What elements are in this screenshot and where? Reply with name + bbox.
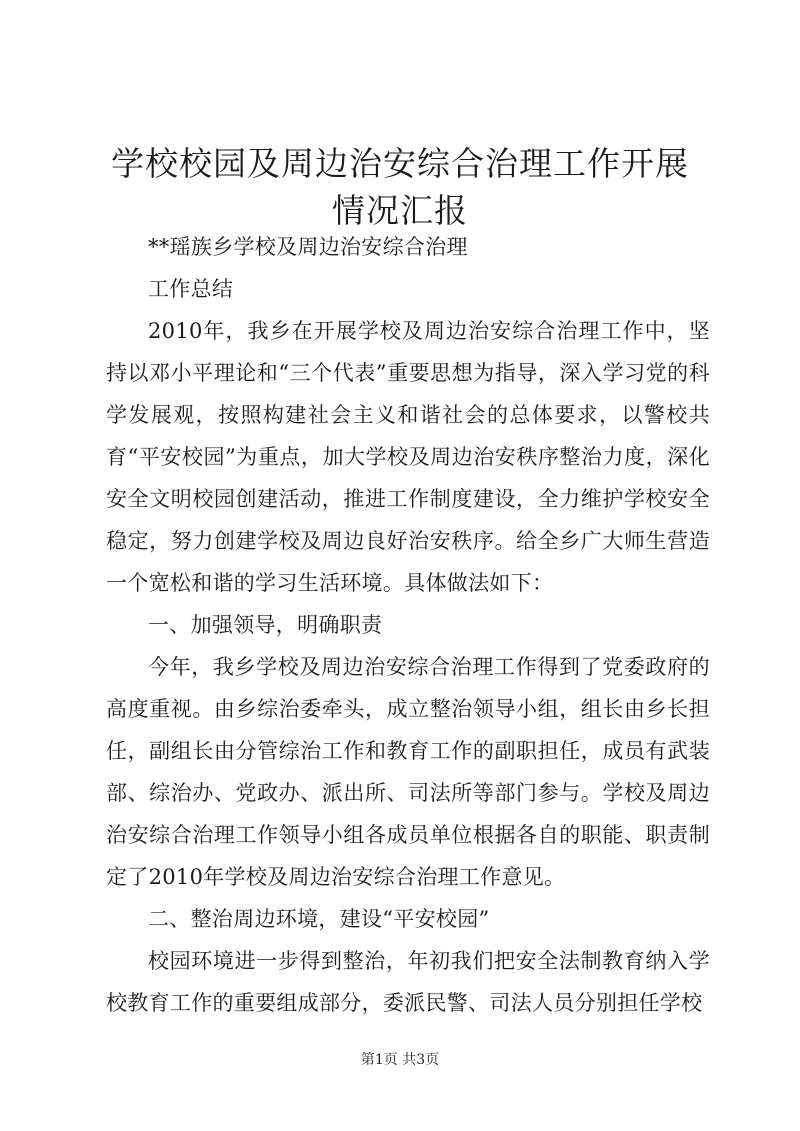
- page-footer: 第1页 共3页: [360, 1052, 440, 1068]
- paragraph-intro: 2010年，我乡在开展学校及周边治安综合治理工作中，坚持以邓小平理论和“三个代表”重要思想为指导，深入学习党的科学发展观，按照构建社会主义和谐社会的总体要求，以警校共育“平安校园”为重点，加大学校及周边治安秩序整治力度，深化安全文明校园创建活动，推进工作制度建设，全力维护学校安全稳定，努力创建学校及周边良好治安秩序。给全乡广大师生营造一个宽松和谐的学习生活环境。具体做法如下：: [106, 319, 710, 595]
- section-heading-1: 一、加强领导，明确职责: [148, 613, 383, 637]
- paragraph-subtitle: **瑶族乡学校及周边治安综合治理: [148, 235, 468, 259]
- document-title: 学校校园及周边治安综合治理工作开展情况汇报: [111, 144, 689, 230]
- paragraph-section-2: 校园环境进一步得到整治，年初我们把安全法制教育纳入学校教育工作的重要组成部分，委派民警、司法人员分别担任学校: [106, 949, 710, 1015]
- paragraph-subtitle-2: 工作总结: [148, 277, 234, 301]
- section-heading-2: 二、整治周边环境，建设“平安校园”: [148, 907, 490, 931]
- document-body: [106, 226, 710, 1024]
- paragraph-section-1: 今年，我乡学校及周边治安综合治理工作得到了党委政府的高度重视。由乡综治委牵头，成立整治领导小组，组长由乡长担任，副组长由分管综治工作和教育工作的副职担任，成员有武装部、综治办、党政办、派出所、司法所等部门参与。学校及周边治安综合治理工作领导小组各成员单位根据各自的职能、职责制定了2010年学校及周边治安综合治理工作意见。: [106, 655, 710, 889]
